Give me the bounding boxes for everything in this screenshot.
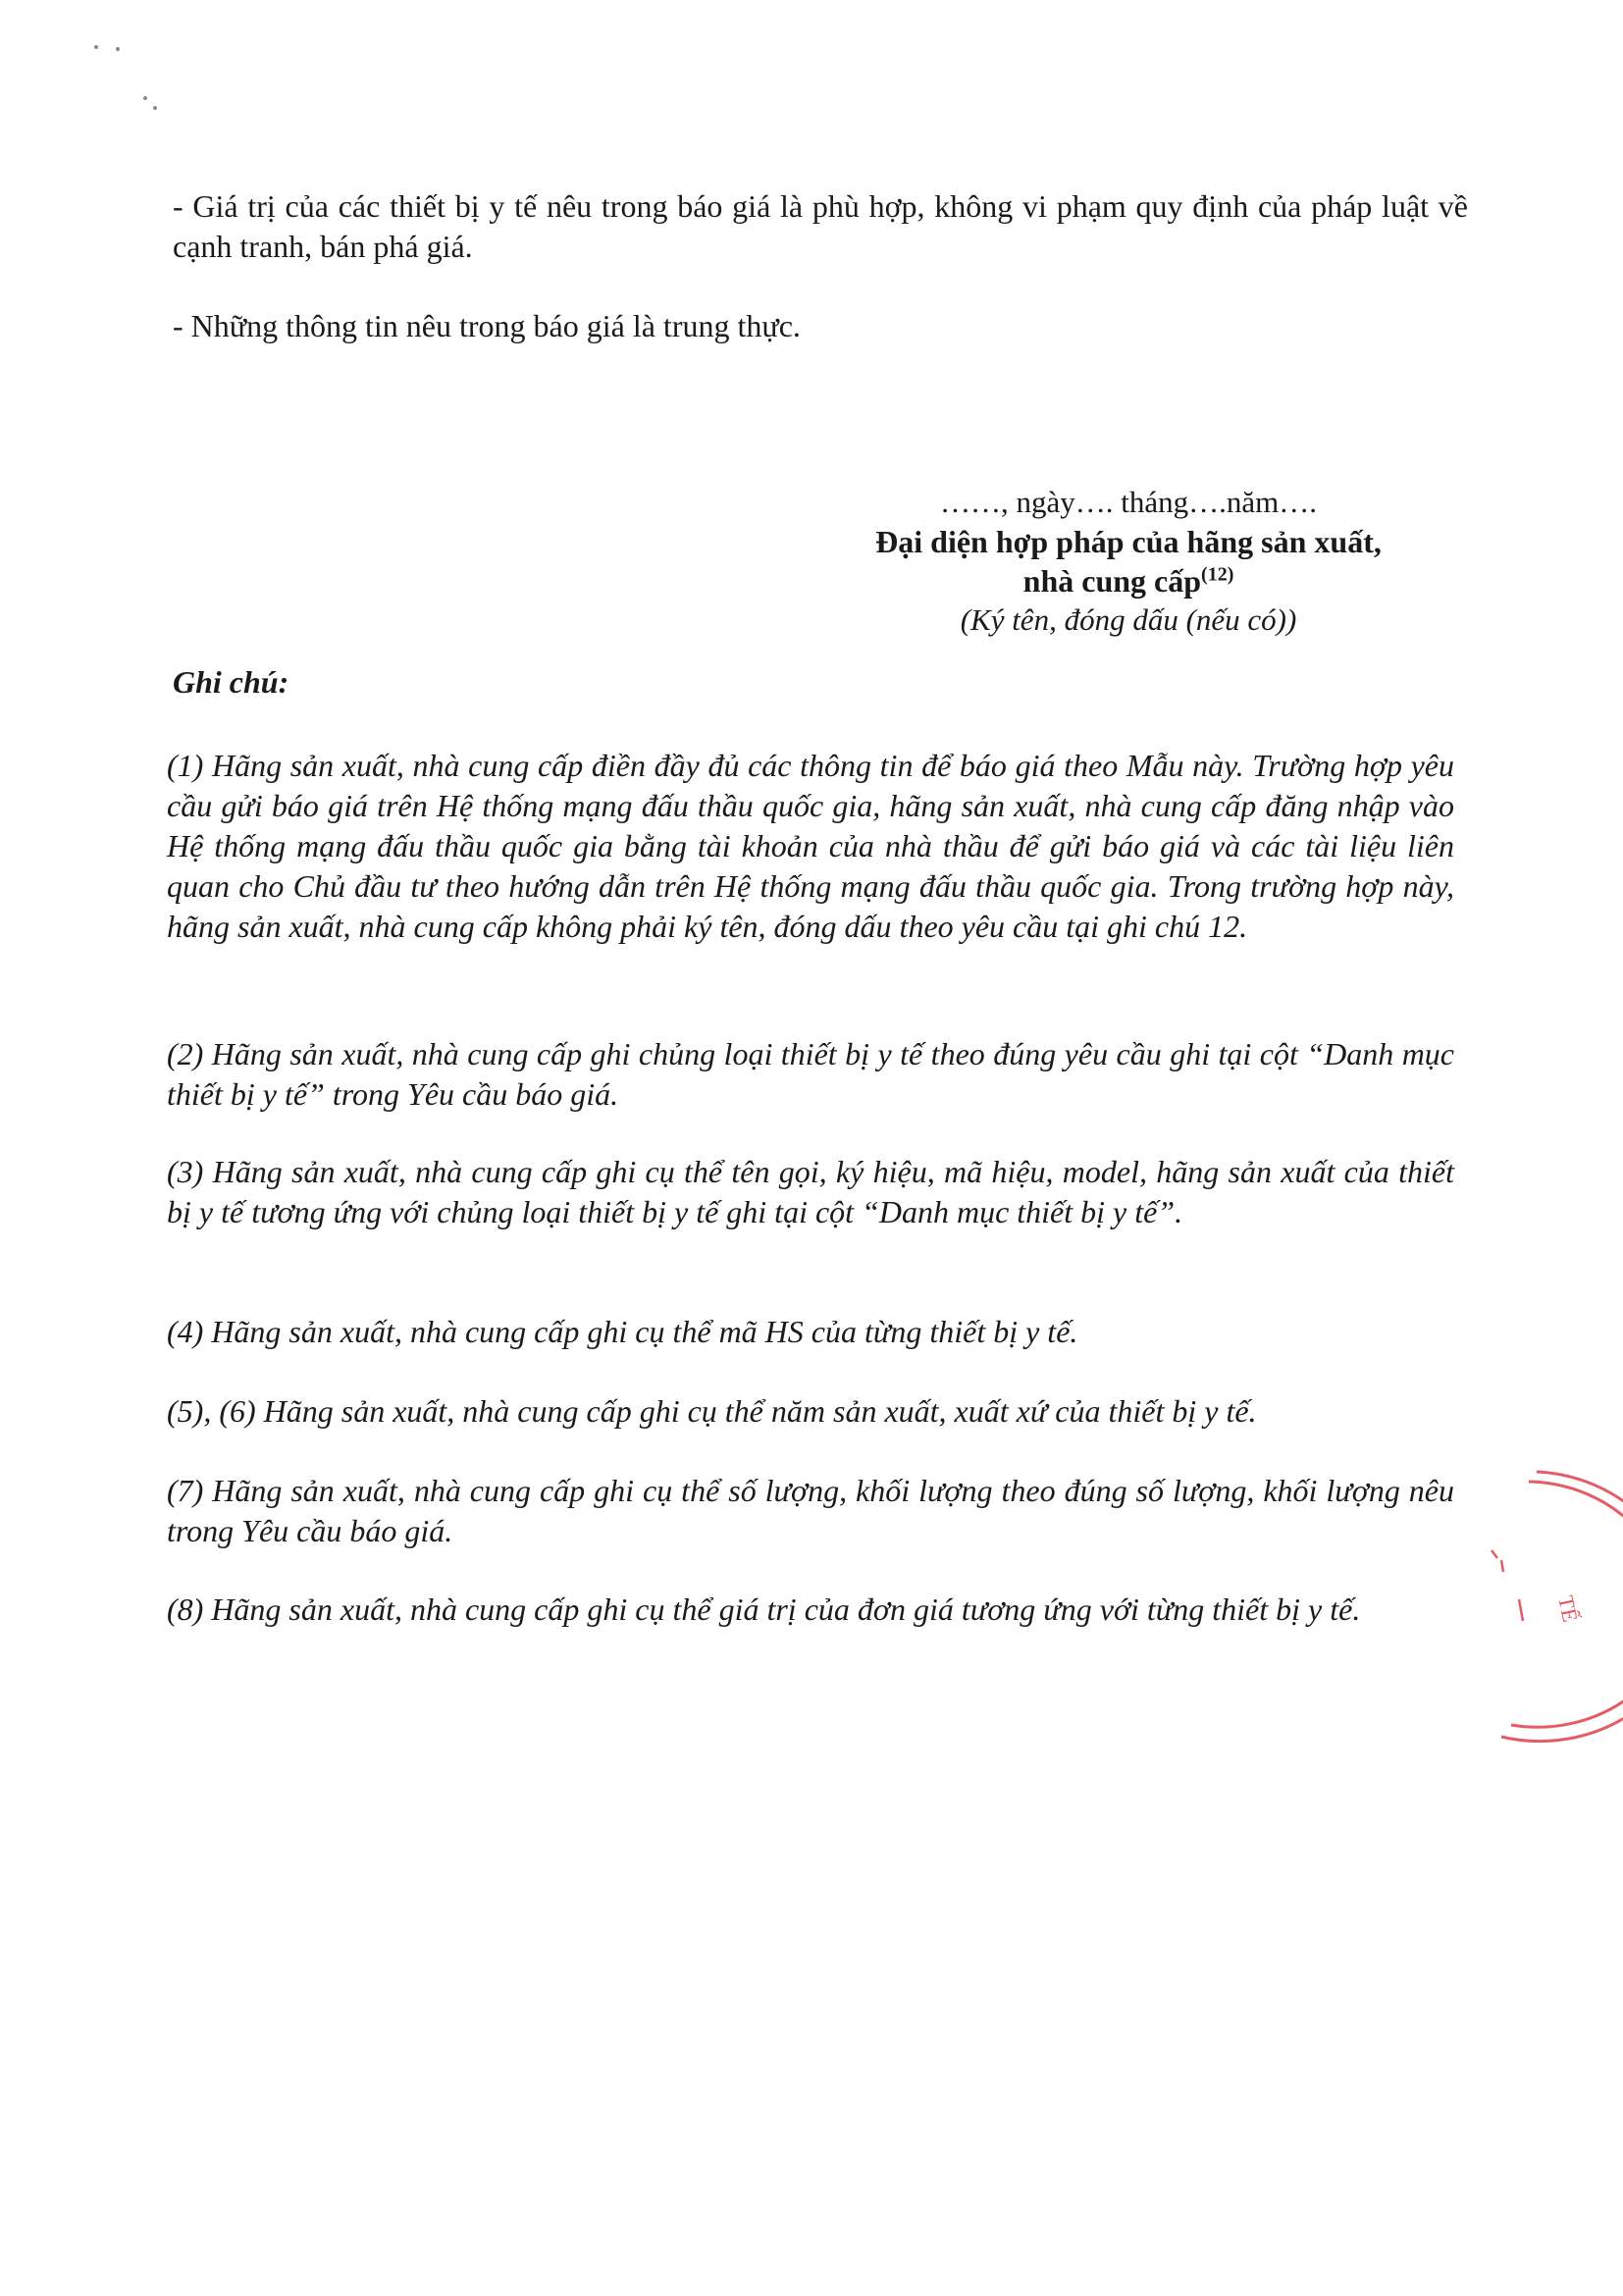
- signature-title-text: nhà cung cấp: [1022, 563, 1202, 599]
- note-4: (4) Hãng sản xuất, nhà cung cấp ghi cụ thể mã HS của từng thiết bị y tế.: [167, 1314, 1078, 1349]
- note-7: (7) Hãng sản xuất, nhà cung cấp ghi cụ thể số lượng, khối lượng theo đúng số lượng, khối lượng nêu trong Yêu cầu báo giá.: [167, 1473, 1454, 1548]
- commitment-paragraph-2: - Những thông tin nêu trong báo giá là trung thực.: [173, 308, 801, 343]
- stamp-text: TẾ: [1553, 1592, 1584, 1625]
- signature-footnote-marker: (12): [1201, 563, 1234, 586]
- notes-heading: Ghi chú:: [173, 664, 289, 700]
- scan-speck: [153, 106, 157, 110]
- scan-speck: [143, 96, 147, 100]
- commitment-paragraph-1: - Giá trị của các thiết bị y tế nêu trong báo giá là phù hợp, không vi phạm quy định của pháp luật về cạnh tranh, bán phá giá.: [173, 188, 1468, 264]
- signature-title-line-1: Đại diện hợp pháp của hãng sản xuất,: [875, 524, 1382, 559]
- note-1: (1) Hãng sản xuất, nhà cung cấp điền đầy đủ các thông tin để báo giá theo Mẫu này. Trường hợp yêu cầu gửi báo giá trên Hệ thống mạng đấu thầu quốc gia, hãng sản xuất, nhà cung cấp đăng nhập vào Hệ thống mạng đấu thầu quốc gia bằng tài khoản của nhà thầu để gửi báo giá và các tài liệu liên quan cho Chủ đầu tư theo hướng dẫn trên Hệ thống mạng đấu thầu quốc gia. Trong trường hợp này, hãng sản xuất, nhà cung cấp không phải ký tên, đóng dấu theo yêu cầu tại ghi chú 12.: [167, 748, 1454, 944]
- signature-date-line: ……, ngày…. tháng….năm….: [939, 485, 1317, 519]
- scan-speck: [94, 45, 98, 49]
- company-stamp: [1472, 1462, 1623, 1756]
- signature-title-line-2: [805, 561, 1452, 600]
- signature-instruction: (Ký tên, đóng dấu (nếu có)): [960, 602, 1297, 637]
- note-2: (2) Hãng sản xuất, nhà cung cấp ghi chủng loại thiết bị y tế theo đúng yêu cầu ghi tại cột “Danh mục thiết bị y tế” trong Yêu cầu báo giá.: [167, 1036, 1454, 1112]
- signature-block: [805, 483, 1452, 640]
- note-3: (3) Hãng sản xuất, nhà cung cấp ghi cụ thể tên gọi, ký hiệu, mã hiệu, model, hãng sản xuất của thiết bị y tế tương ứng với chủng loại thiết bị y tế ghi tại cột “Danh mục thiết bị y tế”.: [167, 1154, 1454, 1229]
- note-8: (8) Hãng sản xuất, nhà cung cấp ghi cụ thể giá trị của đơn giá tương ứng với từng thiết bị y tế.: [167, 1592, 1361, 1627]
- scan-speck: [116, 47, 120, 51]
- note-5-6: (5), (6) Hãng sản xuất, nhà cung cấp ghi cụ thể năm sản xuất, xuất xứ của thiết bị y tế.: [167, 1393, 1257, 1429]
